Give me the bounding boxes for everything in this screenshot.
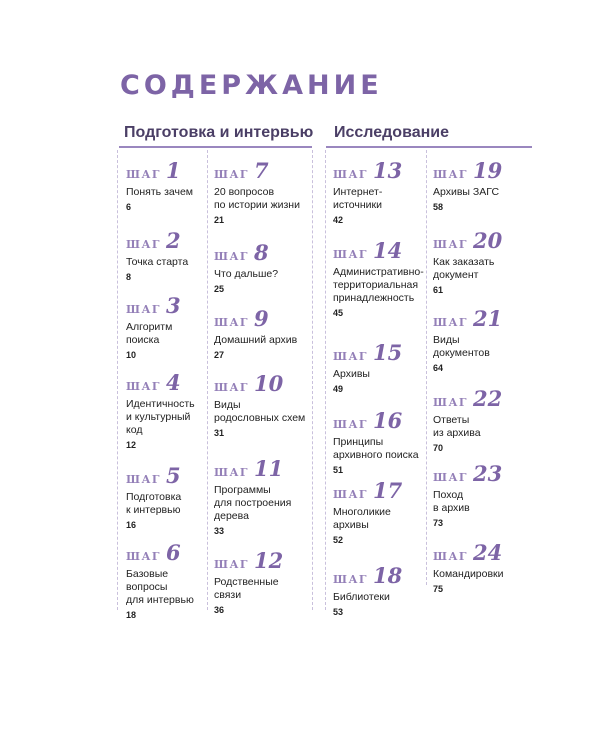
toc-entry[interactable] <box>126 230 222 282</box>
step-number: 13 <box>373 158 403 183</box>
step-word: ШАГ <box>214 316 250 329</box>
step-number: 3 <box>166 293 181 318</box>
step-word: ШАГ <box>214 466 250 479</box>
entry-title <box>126 568 222 607</box>
entry-title-line: и культурный <box>126 411 191 423</box>
entry-title-line: Подготовка <box>126 491 182 503</box>
step-word: ШАГ <box>126 550 162 563</box>
entry-title-line: вопросы <box>126 581 168 593</box>
page-number: 70 <box>433 443 444 453</box>
step-word: ШАГ <box>214 250 250 263</box>
entry-title-line: архивы <box>333 519 369 531</box>
entry-title-line: дерева <box>214 510 249 522</box>
page-number: 53 <box>333 607 344 617</box>
page-number: 18 <box>126 610 137 620</box>
entry-title-line: Поход <box>433 489 464 501</box>
step-word: ШАГ <box>214 558 250 571</box>
step-number: 12 <box>254 548 284 573</box>
page-number: 45 <box>333 308 344 318</box>
toc-entry[interactable] <box>333 240 429 318</box>
page-number: 52 <box>333 535 344 545</box>
step-number: 11 <box>254 456 284 481</box>
step-number: 10 <box>254 371 284 396</box>
entry-title-line: Принципы <box>333 436 384 448</box>
step-word: ШАГ <box>333 418 369 431</box>
entry-title-line: в архив <box>433 502 470 514</box>
page-number: 12 <box>126 440 137 450</box>
entry-title <box>333 368 429 381</box>
step-label <box>333 160 429 184</box>
entry-title-line: Архивы <box>333 368 370 380</box>
step-word: ШАГ <box>126 380 162 393</box>
step-number: 14 <box>373 238 403 263</box>
section-rule-research <box>326 146 532 148</box>
step-word: ШАГ <box>333 248 369 261</box>
step-number: 8 <box>254 240 269 265</box>
step-word: ШАГ <box>126 168 162 181</box>
step-word: ШАГ <box>433 316 469 329</box>
entry-title <box>214 334 310 347</box>
step-word: ШАГ <box>333 488 369 501</box>
entry-title <box>214 268 310 281</box>
step-word: ШАГ <box>333 350 369 363</box>
entry-title-line: документ <box>433 269 479 281</box>
page-number: 31 <box>214 428 225 438</box>
entry-title <box>214 484 310 523</box>
toc-entry[interactable] <box>433 160 529 212</box>
entry-title-line: источники <box>333 199 383 211</box>
page-number: 73 <box>433 518 444 528</box>
step-label <box>214 242 310 266</box>
entry-title-line: Алгоритм <box>126 321 173 333</box>
page-number: 64 <box>433 363 444 373</box>
step-word: ШАГ <box>433 471 469 484</box>
step-number: 15 <box>373 340 403 365</box>
entry-title <box>433 256 529 282</box>
entry-title <box>214 186 310 212</box>
toc-entry[interactable] <box>126 465 222 530</box>
step-label <box>126 295 222 319</box>
entry-title <box>333 506 429 532</box>
toc-entry[interactable] <box>433 463 529 528</box>
entry-title-line: Домашний архив <box>214 334 298 346</box>
entry-title <box>126 491 222 517</box>
step-word: ШАГ <box>126 303 162 316</box>
entry-title-line: территориальная <box>333 279 419 291</box>
entry-title-line: для интервью <box>126 594 194 606</box>
step-number: 7 <box>254 158 269 183</box>
entry-title-line: Интернет- <box>333 186 383 198</box>
column-divider <box>325 150 326 610</box>
step-word: ШАГ <box>214 381 250 394</box>
step-label <box>433 308 529 332</box>
step-label <box>214 458 310 482</box>
column-divider <box>117 150 118 610</box>
step-number: 19 <box>473 158 503 183</box>
page-number: 8 <box>126 272 132 282</box>
step-label <box>126 372 222 396</box>
step-label <box>126 230 222 254</box>
step-label <box>333 240 429 264</box>
toc-entry[interactable] <box>433 388 529 453</box>
entry-title-line: поиска <box>126 334 160 346</box>
toc-entry[interactable] <box>333 160 429 225</box>
entry-title-line: Командировки <box>433 568 504 580</box>
entry-title <box>433 414 529 440</box>
entry-title-line: Что дальше? <box>214 268 279 280</box>
toc-entry[interactable] <box>214 550 310 615</box>
page-number: 6 <box>126 202 132 212</box>
page-number: 27 <box>214 350 225 360</box>
page-number: 75 <box>433 584 444 594</box>
entry-title-line: Родственные <box>214 576 279 588</box>
entry-title-line: Идентичность <box>126 398 195 410</box>
page-number: 61 <box>433 285 444 295</box>
toc-entry[interactable] <box>433 542 529 594</box>
step-label <box>433 542 529 566</box>
step-word: ШАГ <box>433 396 469 409</box>
toc-entry[interactable] <box>333 410 429 475</box>
step-label <box>333 480 429 504</box>
page-number: 42 <box>333 215 344 225</box>
page-number: 25 <box>214 284 225 294</box>
step-number: 17 <box>373 478 403 503</box>
entry-title-line: архивного поиска <box>333 449 419 461</box>
step-number: 23 <box>473 461 503 486</box>
section-heading-research: Исследование <box>334 124 449 141</box>
toc-entry[interactable] <box>214 458 310 536</box>
step-label <box>214 550 310 574</box>
entry-title-line: код <box>126 424 143 436</box>
entry-title-line: документов <box>433 347 490 359</box>
step-label <box>433 388 529 412</box>
step-word: ШАГ <box>126 238 162 251</box>
entry-title-line: родословных схем <box>214 412 306 424</box>
step-number: 2 <box>166 228 181 253</box>
entry-title-line: Административно- <box>333 266 424 278</box>
entry-title-line: 20 вопросов <box>214 186 275 198</box>
entry-title <box>214 576 310 602</box>
step-word: ШАГ <box>126 473 162 486</box>
entry-title <box>433 334 529 360</box>
toc-entry[interactable] <box>333 342 429 394</box>
page-number: 36 <box>214 605 225 615</box>
entry-title <box>333 436 429 462</box>
step-label <box>433 230 529 254</box>
step-word: ШАГ <box>214 168 250 181</box>
entry-title-line: Виды <box>433 334 460 346</box>
step-label <box>126 160 222 184</box>
step-label <box>126 542 222 566</box>
page-title: СОДЕРЖАНИЕ <box>120 70 383 101</box>
section-rule-preparation <box>119 146 312 148</box>
page-number: 58 <box>433 202 444 212</box>
entry-title <box>333 266 429 305</box>
page-number: 51 <box>333 465 344 475</box>
entry-title-line: принадлежность <box>333 292 415 304</box>
entry-title-line: Как заказать <box>433 256 495 268</box>
toc-entry[interactable] <box>126 295 222 360</box>
step-label <box>214 308 310 332</box>
toc-entry[interactable] <box>126 160 222 212</box>
step-label <box>214 160 310 184</box>
step-number: 6 <box>166 540 181 565</box>
step-number: 9 <box>254 306 269 331</box>
toc-entry[interactable] <box>214 373 310 438</box>
step-number: 5 <box>166 463 181 488</box>
toc-entry[interactable] <box>333 480 429 545</box>
entry-title-line: Многоликие <box>333 506 391 518</box>
entry-title-line: Ответы <box>433 414 470 426</box>
column-divider <box>312 150 313 610</box>
step-number: 4 <box>166 370 181 395</box>
entry-title-line: Понять зачем <box>126 186 194 198</box>
step-word: ШАГ <box>333 573 369 586</box>
entry-title <box>433 186 529 199</box>
step-word: ШАГ <box>433 238 469 251</box>
page-number: 10 <box>126 350 137 360</box>
toc-entry[interactable] <box>126 542 222 620</box>
entry-title-line: по истории жизни <box>214 199 300 211</box>
entry-title-line: к интервью <box>126 504 181 516</box>
entry-title <box>126 321 222 347</box>
toc-entry[interactable] <box>126 372 222 450</box>
page-number: 16 <box>126 520 137 530</box>
step-number: 18 <box>373 563 403 588</box>
step-number: 22 <box>473 386 503 411</box>
entry-title <box>126 256 222 269</box>
entry-title <box>333 591 429 604</box>
entry-title <box>333 186 429 212</box>
step-label <box>433 463 529 487</box>
toc-entry[interactable] <box>333 565 429 617</box>
entry-title-line: связи <box>214 589 242 601</box>
step-label <box>214 373 310 397</box>
entry-title-line: Архивы ЗАГС <box>433 186 500 198</box>
toc-entry[interactable] <box>214 242 310 294</box>
step-label <box>333 410 429 434</box>
step-label <box>333 342 429 366</box>
toc-entry[interactable] <box>433 308 529 373</box>
entry-title-line: Библиотеки <box>333 591 390 603</box>
entry-title <box>126 398 222 437</box>
toc-entry[interactable] <box>433 230 529 295</box>
step-word: ШАГ <box>333 168 369 181</box>
entry-title-line: для построения <box>214 497 292 509</box>
step-number: 16 <box>373 408 403 433</box>
step-number: 21 <box>473 306 503 331</box>
entry-title <box>214 399 310 425</box>
entry-title <box>433 568 529 581</box>
step-label <box>333 565 429 589</box>
toc-entry[interactable] <box>214 160 310 225</box>
step-number: 24 <box>473 540 503 565</box>
page-number: 49 <box>333 384 344 394</box>
entry-title-line: из архива <box>433 427 481 439</box>
step-label <box>433 160 529 184</box>
step-number: 20 <box>473 228 503 253</box>
step-word: ШАГ <box>433 168 469 181</box>
page-number: 33 <box>214 526 225 536</box>
entry-title-line: Базовые <box>126 568 169 580</box>
step-label <box>126 465 222 489</box>
entry-title-line: Программы <box>214 484 271 496</box>
entry-title <box>126 186 222 199</box>
entry-title-line: Виды <box>214 399 241 411</box>
entry-title <box>433 489 529 515</box>
step-word: ШАГ <box>433 550 469 563</box>
section-heading-preparation: Подготовка и интервью <box>124 124 314 141</box>
toc-entry[interactable] <box>214 308 310 360</box>
step-number: 1 <box>166 158 181 183</box>
page-number: 21 <box>214 215 225 225</box>
entry-title-line: Точка старта <box>126 256 189 268</box>
